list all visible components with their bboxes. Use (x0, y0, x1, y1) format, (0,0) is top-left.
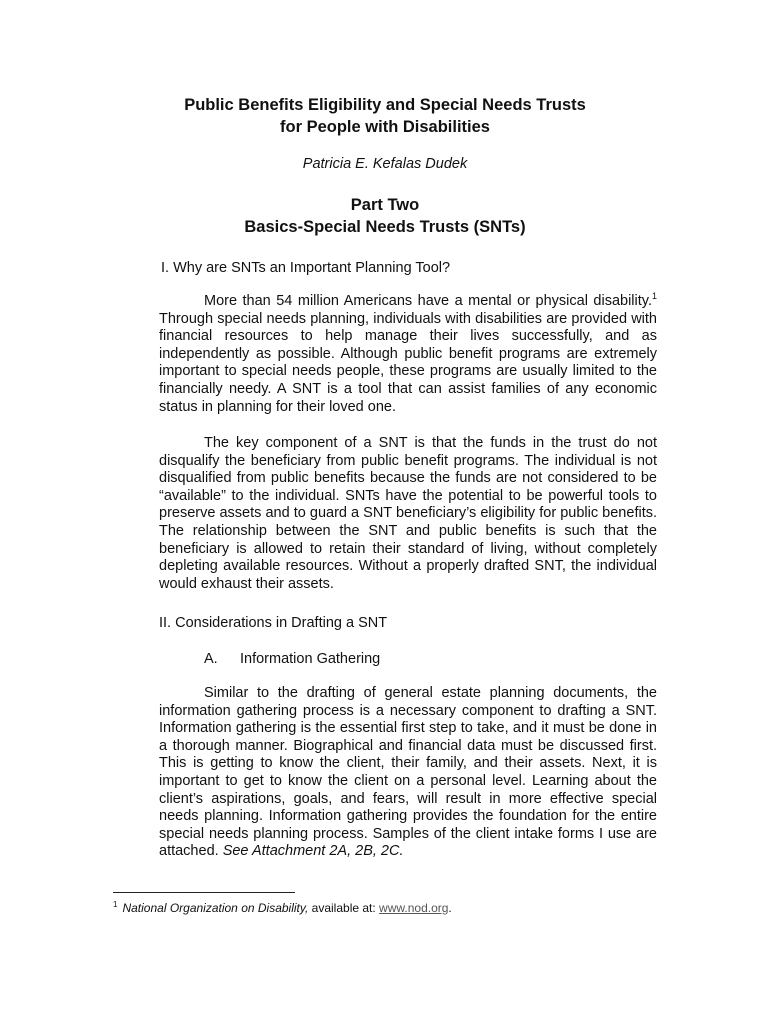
footnote-number: 1 (113, 900, 118, 909)
footnote-text: available at: (308, 901, 380, 915)
footnote-link[interactable]: www.nod.org (379, 901, 449, 915)
section-1-heading: I. Why are SNTs an Important Planning Tool? (161, 260, 451, 276)
footnote-reference: 1 (651, 291, 657, 302)
author-name: Patricia E. Kefalas Dudek (302, 156, 468, 172)
document-title-line-2: for People with Disabilities (280, 118, 490, 136)
paragraph-1 (159, 293, 657, 416)
footnote-end: . (448, 901, 452, 915)
footnote (113, 900, 452, 915)
part-subtitle: Basics-Special Needs Trusts (SNTs) (244, 218, 526, 236)
document-title-line-1: Public Benefits Eligibility and Special Needs Trusts (184, 96, 586, 114)
paragraph-3 (159, 685, 657, 861)
attachment-reference: See Attachment 2A, 2B, 2C. (222, 843, 404, 860)
paragraph-3-text: Similar to the drafting of general estate planning documents, the information gathering process is a necessary component to drafting a SNT. Information gathering is the essential first step to take, and it must be done in a thorough manner. Biographical and financial data must be discussed first. This is getting to know the client, their family, and their assets. Next, it is important to get to know the client on a personal level. Learning about the client’s aspirations, goals, and fears, will result in more effective special needs planning. Information gathering provides the foundation for the entire special needs planning process. Samples of the client intake forms I use are attached. (159, 685, 657, 860)
part-heading: Part Two (350, 196, 420, 214)
paragraph-1-part-a: More than 54 million Americans have a mental or physical disability. (204, 293, 652, 309)
subsection-heading: Information Gathering (240, 651, 381, 667)
paragraph-1-part-b: Through special needs planning, individuals with disabilities are provided with financial resources to help manage their lives successfully, and as independently as possible. Although public benefit programs are extremely important to special needs people, these programs are usually limited to the financially needy. A SNT is a tool that can assist families of any economic status in planning for their loved one. (159, 310, 657, 415)
subsection-letter: A. (204, 651, 218, 667)
paragraph-2: The key component of a SNT is that the funds in the trust do not disqualify the beneficiary from public benefit programs. The individual is not disqualified from public benefits because the funds are not considered to be “available” to the individual. SNTs have the potential to be powerful tools to preserve assets and to guard a SNT beneficiary’s eligibility for public benefits. The relationship between the SNT and public benefits is such that the beneficiary is allowed to retain their standard of living, without completely depleting available resources. Without a properly drafted SNT, the individual would exhaust their assets. (159, 435, 657, 592)
footnote-org-name: National Organization on Disability, (122, 901, 309, 915)
footnote-divider (113, 892, 295, 893)
section-2-heading: II. Considerations in Drafting a SNT (159, 615, 388, 631)
